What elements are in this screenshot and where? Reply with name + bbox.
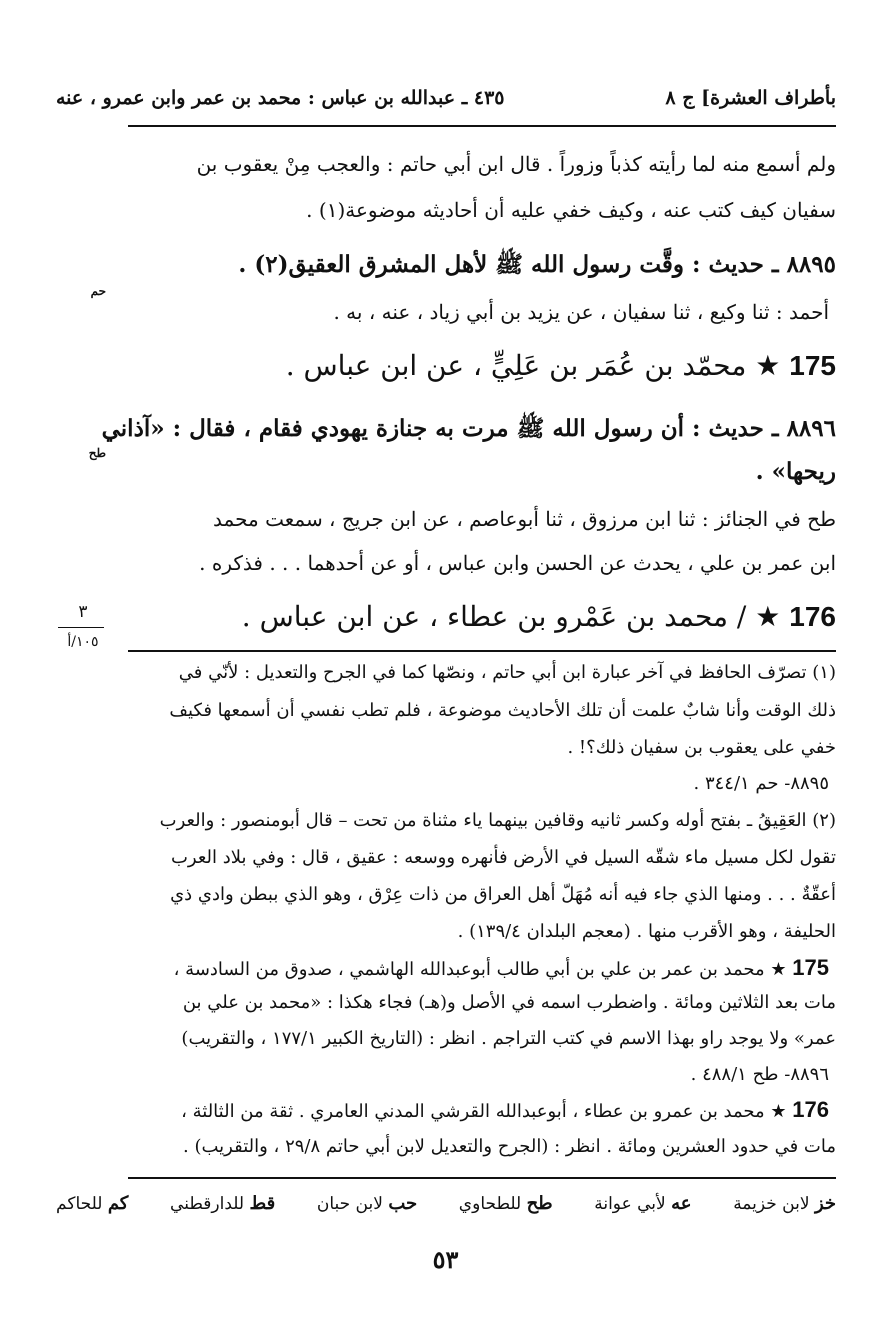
- footnote-line: مات في حدود العشرين ومائة . انظر : (الجرح والتعديل لابن أبي حاتم ٢٩/٨ ، والتقريب) .: [183, 1136, 836, 1157]
- entry-number: 176: [789, 601, 836, 632]
- margin-note-number: ٣: [78, 602, 88, 622]
- bio-text: محمد بن عمر بن علي بن أبي طالب أبوعبدالله الهاشمي ، صدوق من السادسة ،: [173, 959, 765, 980]
- abbreviation-item: قط للدارقطني: [170, 1193, 276, 1214]
- footnote-line: (١) تصرّف الحافظ في آخر عبارة ابن أبي حاتم ، ونصّها كما في الجرح والتعديل : لأنّي في: [178, 662, 836, 683]
- bio-number: 175: [792, 955, 829, 980]
- header-chapter-title: ٤٣٥ ـ عبدالله بن عباس : محمد بن عمر وابن عمرو ، عنه: [56, 87, 505, 109]
- entry-number: 175: [789, 350, 836, 381]
- footnote-bio-175: [49, 955, 829, 981]
- body-line: سفيان كيف كتب عنه ، وكيف خفي عليه أن أحاديثه موضوعة(١) .: [306, 198, 836, 222]
- footnote-bio-176: [49, 1097, 829, 1123]
- body-line: ابن عمر بن علي ، يحدث عن الحسن وابن عباس ، أو عن أحدهما . . . فذكره .: [199, 551, 836, 575]
- narrator-entry-175: [56, 349, 836, 382]
- star-icon: ★: [755, 600, 781, 633]
- star-icon: ★: [770, 1101, 787, 1122]
- page-number: ٥٣: [432, 1245, 459, 1274]
- hadith-8896-heading: ٨٨٩٦ ـ حديث : أن رسول الله ﷺ مرت به جنازة يهودي فقام ، فقال : «آذاني: [101, 415, 836, 442]
- margin-manuscript-folio: ١٠٥/أ: [67, 634, 99, 650]
- body-line: طح في الجنائز : ثنا ابن مرزوق ، ثنا أبوعاصم ، عن ابن جريج ، سمعت محمد: [213, 507, 836, 531]
- footnote-line: ذلك الوقت وأنا شابٌ علمت أن تلك الأحاديث موضوعة ، فلم تطب نفسي أن أسمعها فكيف: [169, 700, 836, 721]
- star-icon: ★: [755, 349, 781, 382]
- margin-note-divider: [58, 627, 104, 628]
- footnote-line: خفي على يعقوب بن سفيان ذلك؟! .: [567, 737, 836, 758]
- footnote-line: (٢) العَقِيقُ ـ بفتح أوله وكسر ثانيه وقافين بينهما ياء مثناة من تحت – قال أبومنصور : والعرب: [159, 810, 836, 831]
- abbreviation-item: عه لأبي عوانة: [594, 1193, 692, 1214]
- footnote-line: مات بعد الثلاثين ومائة . واضطرب اسمه في الأصل و(هـ) فجاء هكذا : «محمد بن علي بن: [182, 992, 836, 1013]
- footnote-line: عمر» ولا يوجد راو بهذا الاسم في كتب التراجم . انظر : (التاريخ الكبير ١٧٧/١ ، والتقريب): [181, 1028, 836, 1049]
- running-header: [56, 87, 836, 109]
- footnote-rule: [128, 650, 836, 652]
- footnote-line: ٨٨٩٦- طح ٤٨٨/١ .: [690, 1064, 829, 1085]
- entry-name: / محمد بن عَمْرو بن عطاء ، عن ابن عباس .: [241, 600, 747, 633]
- hadith-8895-heading: ٨٨٩٥ ـ حديث : وقَّت رسول الله ﷺ لأهل المشرق العقيق(٢) .: [238, 251, 836, 278]
- abbreviation-item: خز لابن خزيمة: [733, 1193, 836, 1214]
- abbreviation-item: كم للحاكم: [56, 1193, 129, 1214]
- body-line: ولم أسمع منه لما رأيته كذباً وزوراً . قال ابن أبي حاتم : والعجب مِنْ يعقوب بن: [196, 152, 836, 176]
- footnote-line: الحليفة ، وهو الأقرب منها . (معجم البلدان ١٣٩/٤) .: [457, 921, 836, 942]
- header-rule: [128, 125, 836, 127]
- abbreviation-rule: [128, 1177, 836, 1179]
- footnote-line: أعقّةٌ . . . ومنها الذي جاء فيه أنه مُهَلّ أهل العراق من ذات عِرْق ، وهو الذي ببطن وادي ذي: [170, 884, 836, 905]
- bio-number: 176: [792, 1097, 829, 1122]
- hadith-8896-source-code: طح: [88, 446, 106, 460]
- bio-text: محمد بن عمرو بن عطاء ، أبوعبدالله القرشي المدني العامري . ثقة من الثالثة ،: [181, 1101, 765, 1122]
- hadith-8895-chain: أحمد : ثنا وكيع ، ثنا سفيان ، عن يزيد بن أبي زياد ، عنه ، به .: [333, 300, 829, 324]
- narrator-entry-176: [56, 600, 836, 633]
- header-left-title: بأطراف العشرة] ج ٨: [665, 87, 836, 109]
- hadith-8895-source-code: حم: [90, 284, 106, 298]
- star-icon: ★: [770, 959, 787, 980]
- body-line: ريحها» .: [755, 458, 836, 485]
- footnote-line: تقول لكل مسيل ماء شقّه السيل في الأرض فأنهره ووسعه : عقيق ، قال : وفي بلاد العرب: [170, 847, 836, 868]
- entry-name: محمّد بن عُمَر بن عَلِيٍّ ، عن ابن عباس .: [285, 349, 747, 382]
- abbreviation-item: حب لابن حبان: [316, 1193, 418, 1214]
- footnote-line: ٨٨٩٥- حم ٣٤٤/١ .: [693, 773, 829, 794]
- abbreviation-key: [56, 1193, 836, 1214]
- abbreviation-item: طح للطحاوي: [458, 1193, 553, 1214]
